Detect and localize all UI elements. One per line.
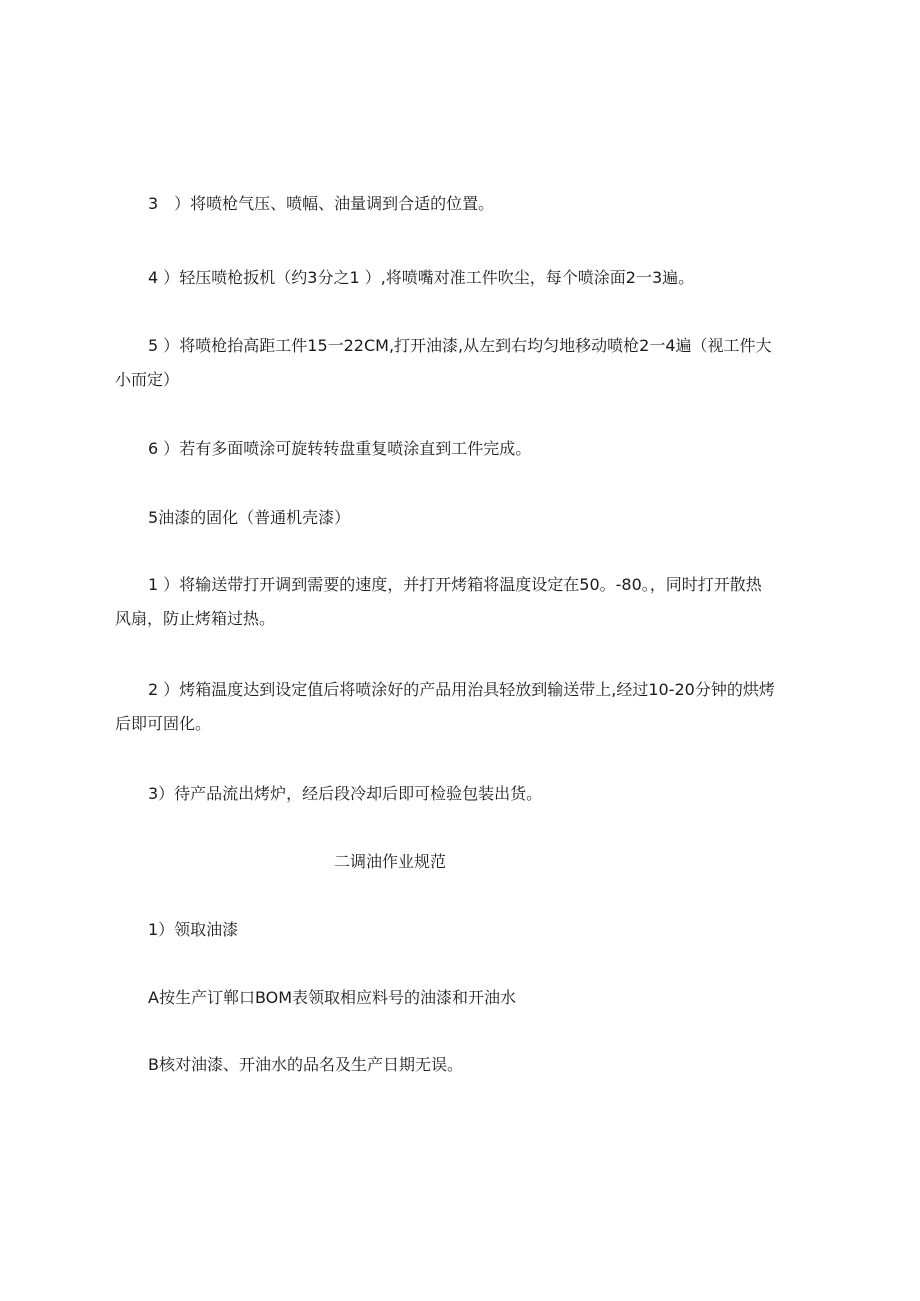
paragraph-text: 5 ）将喷枪抬高距工件15一22CM,打开油漆,从左到右均匀地移动喷枪2一4遍（视工件大 [148, 336, 772, 355]
paragraph-text-continued: 后即可固化。 [115, 714, 212, 733]
paragraph-text: 3）待产品流出烤炉，经后段冷却后即可检验包装出货。 [148, 784, 543, 803]
step-4-blow-dust [148, 264, 694, 292]
paragraph-text-continued: 风扇，防止烤箱过热。 [115, 609, 276, 628]
paragraph-text: 3 ）将喷枪气压、喷幅、油量调到合适的位置。 [148, 194, 495, 213]
section-2-paint-mixing-heading [334, 848, 446, 876]
paragraph-text: 1 ）将输送带打开调到需要的速度，并打开烤箱将温度设定在50。-80。，同时打开散热 [148, 575, 762, 594]
section-heading: 二调油作业规范 [334, 852, 447, 871]
paragraph-text: B核对油漆、开油水的品名及生产日期无误。 [148, 1055, 463, 1074]
step-6-rotate-turntable [148, 435, 531, 463]
step-5-spray-paint [115, 329, 808, 397]
paragraph-text: 4 ）轻压喷枪扳机（约3分之1 ）,将喷嘴对准工件吹尘，每个喷涂面2一3遍。 [148, 268, 695, 287]
paragraph-text: 1）领取油漆 [148, 920, 239, 939]
paragraph-text: 2 ）烤箱温度达到设定值后将喷涂好的产品用治具轻放到输送带上,经过10-20分钟的烘烤 [148, 680, 775, 699]
mixing-step-a [148, 984, 516, 1012]
mixing-step-b [148, 1051, 463, 1079]
paragraph-text: A按生产订郸口BOM表领取相应料号的油漆和开油水 [148, 988, 517, 1007]
curing-step-1 [115, 568, 808, 636]
step-3-adjust-spray-gun [148, 190, 494, 218]
mixing-step-1 [148, 916, 238, 944]
curing-step-3 [148, 780, 542, 808]
curing-step-2 [115, 673, 808, 741]
paragraph-text-continued: 小而定） [115, 370, 180, 389]
section-5-paint-curing [148, 504, 350, 532]
section-heading: 5油漆的固化（普通机壳漆） [148, 508, 351, 527]
paragraph-text: 6 ）若有多面喷涂可旋转转盘重复喷涂直到工件完成。 [148, 439, 532, 458]
